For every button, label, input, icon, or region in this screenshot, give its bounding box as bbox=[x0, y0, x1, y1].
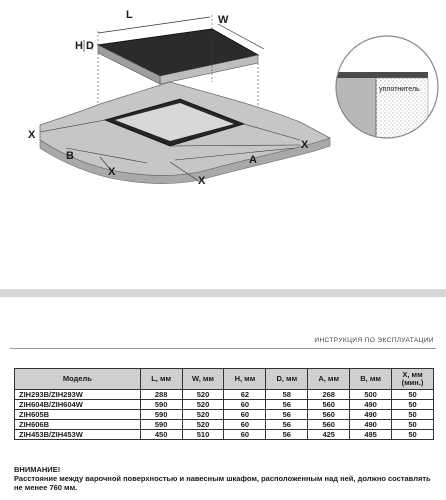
table-row bbox=[15, 420, 434, 430]
cell-A: 560 bbox=[308, 410, 350, 420]
cell-B: 490 bbox=[350, 400, 392, 410]
table-row bbox=[15, 430, 434, 440]
dimensions-table bbox=[14, 368, 434, 440]
cell-A: 560 bbox=[308, 400, 350, 410]
warning-block bbox=[14, 465, 434, 492]
cell-H: 62 bbox=[224, 390, 266, 400]
cell-X: 50 bbox=[392, 420, 434, 430]
countertop-illustration bbox=[40, 82, 330, 184]
cell-L: 590 bbox=[140, 420, 182, 430]
label-W: W bbox=[218, 14, 229, 26]
label-D: D bbox=[86, 40, 94, 52]
header-H: H, мм bbox=[224, 369, 266, 390]
cell-W: 520 bbox=[182, 390, 224, 400]
cell-A: 560 bbox=[308, 420, 350, 430]
cell-model: ZIH293B/ZIH293W bbox=[15, 390, 141, 400]
cell-A: 268 bbox=[308, 390, 350, 400]
label-L: L bbox=[126, 9, 133, 21]
section-title: ИНСТРУКЦИЯ ПО ЭКСПЛУАТАЦИИ bbox=[314, 337, 434, 344]
header-W: W, мм bbox=[182, 369, 224, 390]
warning-title: ВНИМАНИЕ! bbox=[14, 465, 61, 474]
cell-D: 56 bbox=[266, 410, 308, 420]
table-row bbox=[15, 410, 434, 420]
cell-H: 60 bbox=[224, 410, 266, 420]
cell-W: 520 bbox=[182, 410, 224, 420]
cell-B: 500 bbox=[350, 390, 392, 400]
cell-model: ZIH605B bbox=[15, 410, 141, 420]
header-L: L, мм bbox=[140, 369, 182, 390]
cell-model: ZIH606B bbox=[15, 420, 141, 430]
cell-H: 60 bbox=[224, 420, 266, 430]
label-B: B bbox=[66, 150, 74, 162]
label-X-bottom: X bbox=[198, 175, 206, 187]
table-row bbox=[15, 390, 434, 400]
cell-X: 50 bbox=[392, 390, 434, 400]
header-A: A, мм bbox=[308, 369, 350, 390]
table-row bbox=[15, 400, 434, 410]
cell-W: 520 bbox=[182, 420, 224, 430]
dimension-H-D bbox=[75, 40, 94, 52]
cell-L: 590 bbox=[140, 410, 182, 420]
divider-band bbox=[0, 289, 446, 297]
header-model: Модель bbox=[15, 369, 141, 390]
cell-W: 510 bbox=[182, 430, 224, 440]
cell-L: 590 bbox=[140, 400, 182, 410]
label-A: A bbox=[249, 154, 257, 166]
cell-model: ZIH604B/ZIH604W bbox=[15, 400, 141, 410]
seal-detail bbox=[330, 30, 446, 150]
table-header-row bbox=[15, 369, 434, 390]
cell-A: 425 bbox=[308, 430, 350, 440]
cell-H: 60 bbox=[224, 430, 266, 440]
cell-L: 450 bbox=[140, 430, 182, 440]
cell-X: 50 bbox=[392, 410, 434, 420]
header-D: D, мм bbox=[266, 369, 308, 390]
cell-X: 50 bbox=[392, 400, 434, 410]
cell-B: 495 bbox=[350, 430, 392, 440]
cell-model: ZIH453B/ZIH453W bbox=[15, 430, 141, 440]
cell-H: 60 bbox=[224, 400, 266, 410]
cell-L: 288 bbox=[140, 390, 182, 400]
seal-label: уплотнитель bbox=[379, 86, 420, 93]
section-rule bbox=[10, 348, 436, 349]
header-B: B, мм bbox=[350, 369, 392, 390]
cell-X: 50 bbox=[392, 430, 434, 440]
cell-B: 490 bbox=[350, 410, 392, 420]
warning-text: Расстояние между варочной поверхностью и навесным шкафом, расположенным над ней, должно составлять не менее 760 мм. bbox=[14, 474, 431, 492]
cell-D: 58 bbox=[266, 390, 308, 400]
cell-B: 490 bbox=[350, 420, 392, 430]
header-X: X, мм (мин.) bbox=[392, 369, 434, 390]
label-H: H bbox=[75, 40, 83, 52]
label-X-left: X bbox=[28, 129, 36, 141]
cell-W: 520 bbox=[182, 400, 224, 410]
label-X-right: X bbox=[301, 139, 309, 151]
label-X-bottom-left: X bbox=[108, 166, 116, 178]
cell-D: 56 bbox=[266, 400, 308, 410]
cell-D: 56 bbox=[266, 420, 308, 430]
cell-D: 56 bbox=[266, 430, 308, 440]
hob-illustration bbox=[98, 29, 258, 84]
